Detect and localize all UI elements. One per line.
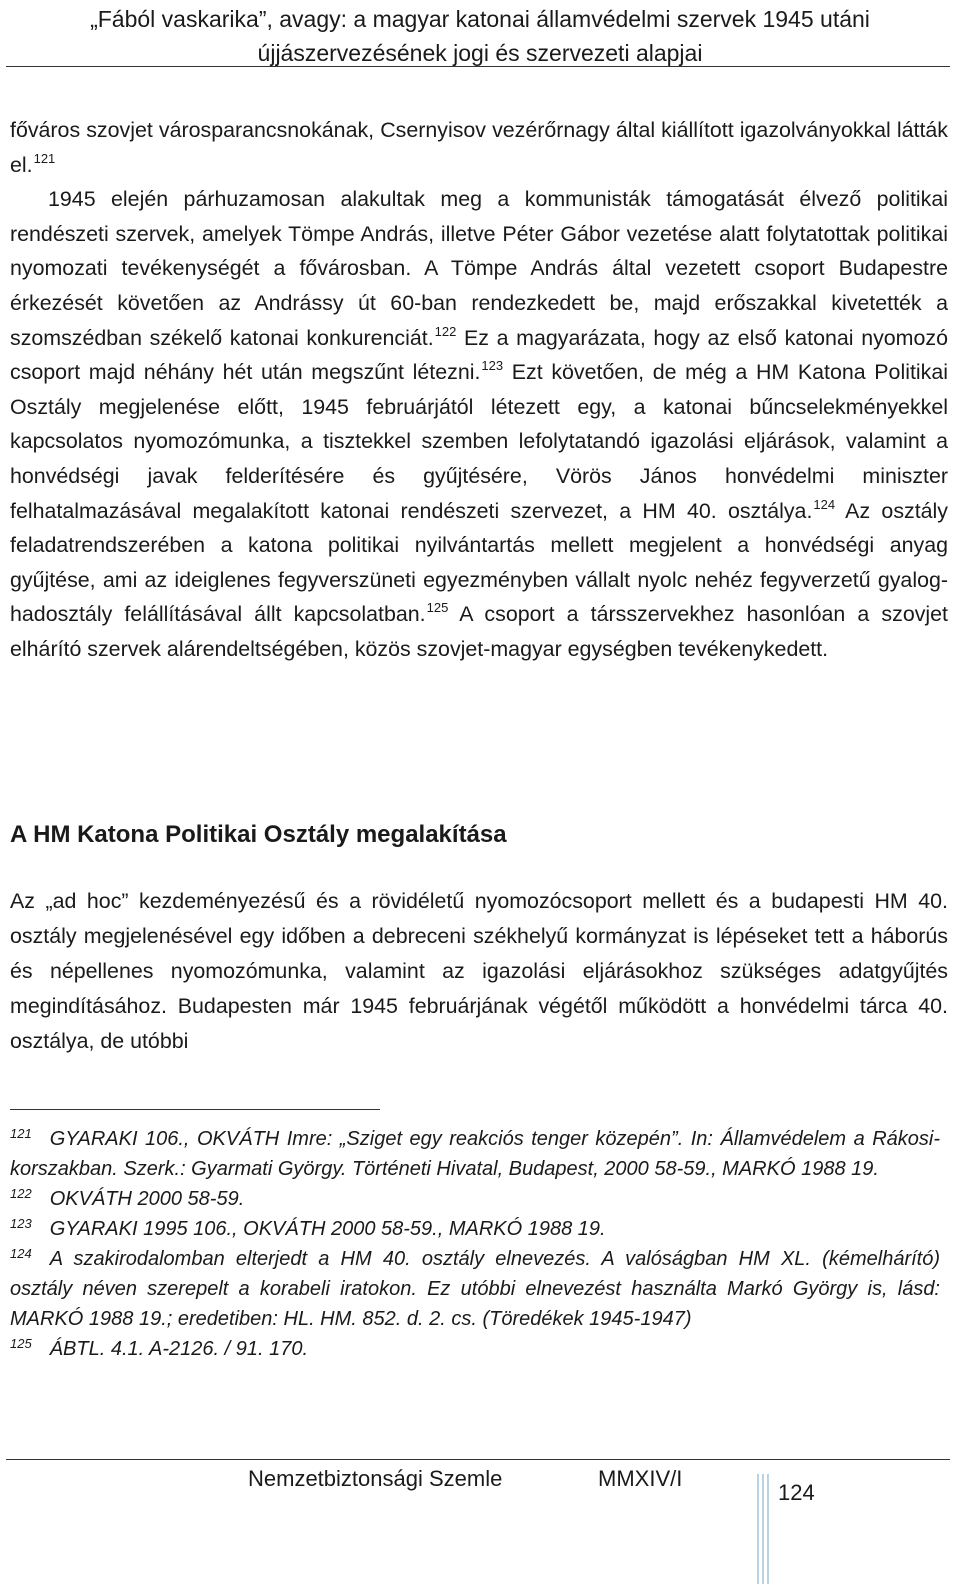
- footer-issue: MMXIV/I: [598, 1466, 683, 1491]
- paragraph-2-seg-2: Ez a magyarázata, hogy az első katonai nyomozó csoport majd néhány hét után megszűnt létezni.: [10, 325, 948, 385]
- section-body: [10, 884, 948, 1059]
- footnote-ref-122[interactable]: 122: [434, 323, 457, 339]
- footnote-123: [10, 1214, 940, 1244]
- page-number: 124: [778, 1480, 815, 1505]
- paragraph-2: [10, 182, 948, 666]
- footnote-ref-123[interactable]: 123: [481, 358, 504, 374]
- running-header-line-2: újjászervezésének jogi és szervezeti alapjai: [257, 40, 703, 66]
- footer-bar: [762, 1474, 764, 1584]
- paragraph-2-seg-4: Az osztály feladatrendszerében a katona politikai nyilvántartás mellett megjelent a honvédségi anyag gyűjtése, ami az ideiglenes fegyverszüneti egyezményben vállalt nyolc nehéz fegyverzetű gyaloghadosztály felállításával állt kapcsolatban.: [10, 498, 948, 627]
- running-header: [0, 0, 960, 70]
- footnote-text: A szakirodalomban elterjedt a HM 40. osztály elnevezés. A valóságban HM XL. (kémelhárító) osztály néven szerepelt a korabeli iratokon. Ez utóbbi elnevezést használta Markó György is, lásd: MARKÓ 1988 19.; eredetiben: HL. HM. 852. d. 2. cs. (Töredékek 1945-1947): [10, 1248, 940, 1330]
- footnote-text: ÁBTL. 4.1. A-2126. / 91. 170.: [49, 1338, 309, 1360]
- footnote-number: 124: [10, 1246, 32, 1261]
- footer-journal-name: Nemzetbiztonsági Szemle: [248, 1466, 503, 1491]
- paragraph-2-seg-1: 1945 elején párhuzamosan alakultak meg a kommunisták támogatását élvező politikai rendészeti szervek, amelyek Tömpe András, illetve Péter Gábor vezetése alatt folytatottak politikai nyomozati tevékenységét a fővárosban. A Tömpe András által vezetett csoport Budapestre érkezését követően az Andrássy út 60-ban rendezkedett be, majd erőszakkal kivetették a szomszédban székelő katonai konkurenciát.: [10, 187, 948, 350]
- paragraph-2-seg-3: Ezt követően, de még a HM Katona Politikai Osztály megjelenése előtt, 1945 februárjától létezett egy, a katonai bűncselekményekkel kapcsolatos nyomozómunka, a tisztekkel szemben lefolytatandó igazolási eljárások, valamint a honvédségi javak felderítésére és gyűjtésére, Vörös János honvédelmi miniszter felhatalmazásával megalakított katonai rendészeti szervezet, a HM 40. osztálya.: [10, 360, 948, 523]
- footnote-number: 125: [10, 1336, 32, 1351]
- footnote-number: 122: [10, 1186, 32, 1201]
- footnote-text: OKVÁTH 2000 58-59.: [49, 1188, 245, 1210]
- footnote-125: [10, 1334, 940, 1364]
- paragraph-1-text: főváros szovjet városparancsnokának, Csernyisov vezérőrnagy által kiállított igazolványokkal látták el.: [10, 118, 948, 177]
- main-body: [10, 113, 948, 667]
- footnote-number: 121: [10, 1126, 32, 1141]
- footnote-text: GYARAKI 1995 106., OKVÁTH 2000 58-59., MARKÓ 1988 19.: [49, 1218, 606, 1240]
- footer-bar: [757, 1474, 759, 1584]
- footer-bar: [767, 1474, 769, 1584]
- footer-divider: [6, 1459, 950, 1460]
- paragraph-2-seg-5: A csoport a társszervekhez hasonlóan a szovjet elhárító szervek alárendeltségében, közös szovjet-magyar egységben tevékenykedett.: [10, 602, 948, 661]
- section-paragraph: Az „ad hoc” kezdeményezésű és a rövidéletű nyomozócsoport mellett és a budapesti HM 40. osztály megjelenésével egy időben a debreceni székhelyű kormányzat is lépéseket tett a háborús és népellenes nyomozómunka, valamint az igazolási eljárásokhoz szükséges adatgyűjtés megindításához. Budapesten már 1945 februárjának végétől működött a honvédelmi tárca 40. osztálya, de utóbbi: [10, 889, 948, 1053]
- footnote-ref-121[interactable]: 121: [33, 150, 56, 166]
- footnote-121: [10, 1124, 940, 1184]
- footnote-ref-125[interactable]: 125: [426, 600, 449, 616]
- footnotes: [10, 1124, 940, 1364]
- section-heading: A HM Katona Politikai Osztály megalakítása: [10, 821, 507, 848]
- footnote-124: [10, 1244, 940, 1334]
- footnote-ref-124[interactable]: 124: [813, 496, 836, 512]
- footnote-text: GYARAKI 106., OKVÁTH Imre: „Sziget egy reakciós tenger közepén”. In: Államvédelem a Rákosi-korszakban. Szerk.: Gyarmati György. Történeti Hivatal, Budapest, 2000 58-59., MARKÓ 1988 19.: [10, 1128, 940, 1180]
- header-divider: [6, 66, 950, 67]
- footer-decor-bars: [757, 1474, 771, 1584]
- footnote-122: [10, 1184, 940, 1214]
- paragraph-1: [10, 113, 948, 182]
- footnote-number: 123: [10, 1216, 32, 1231]
- footnote-divider: [10, 1109, 380, 1110]
- running-header-line-1: „Fából vaskarika”, avagy: a magyar katonai államvédelmi szervek 1945 utáni: [90, 6, 870, 32]
